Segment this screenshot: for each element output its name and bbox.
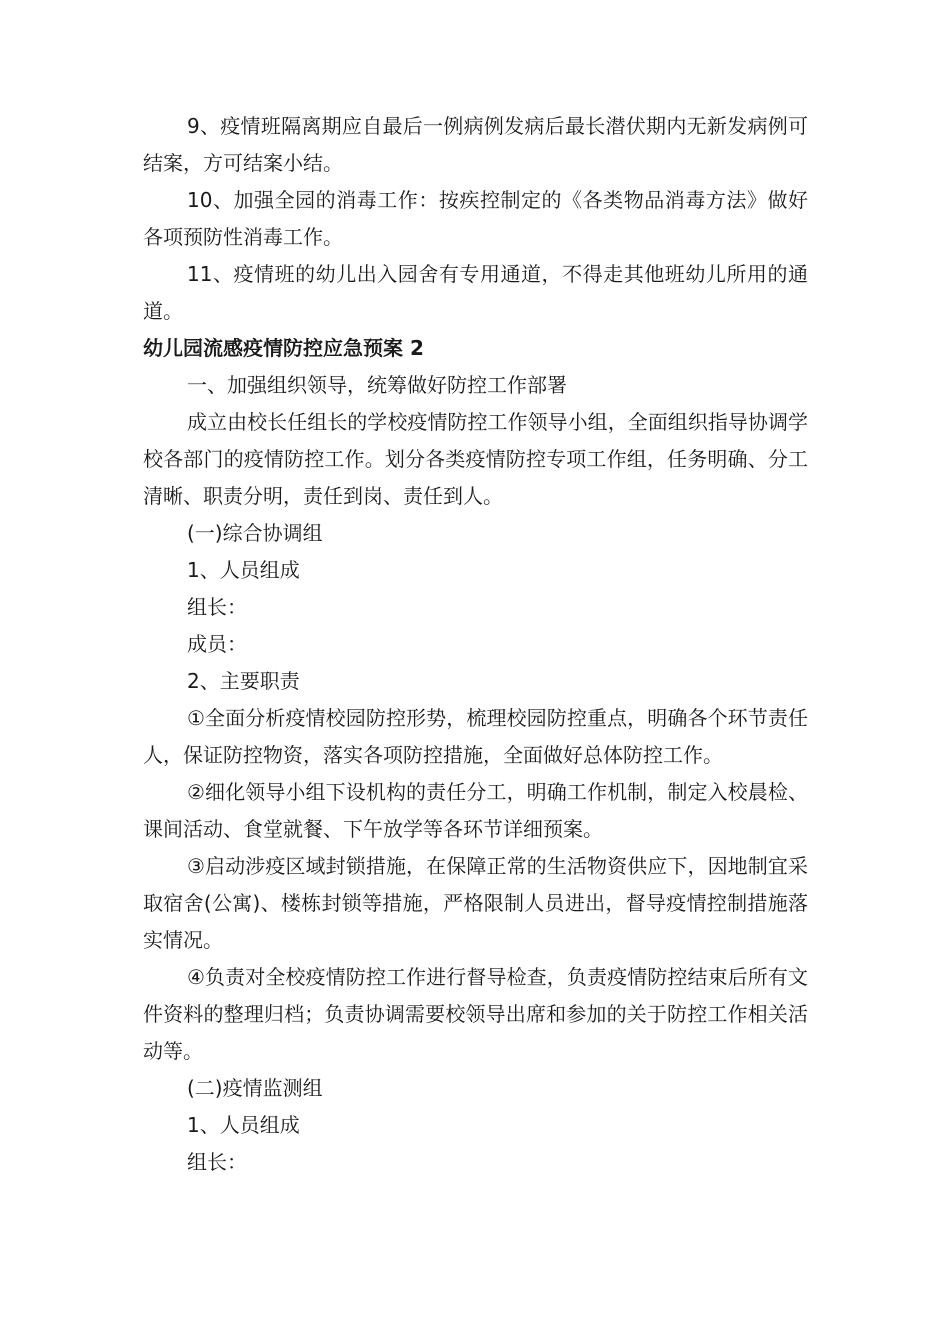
paragraph-leadership-group: 成立由校长任组长的学校疫情防控工作领导小组，全面组织指导协调学校各部门的疫情防控工作。划分各类疫情防控专项工作组，任务明确、分工清晰、职责分明，责任到岗、责任到人。	[143, 410, 808, 508]
paragraph-duties-heading: 2、主要职责	[187, 669, 300, 693]
paragraph-group-members: 成员：	[187, 632, 247, 656]
paragraph-group-2-title: (二)疫情监测组	[187, 1076, 323, 1100]
paragraph-group-1-title: (一)综合协调组	[187, 521, 323, 545]
paragraph-section-one-title: 一、加强组织领导，统筹做好防控工作部署	[187, 373, 567, 397]
paragraph-duty-3: ③启动涉疫区域封锁措施，在保障正常的生活物资供应下，因地制宜采取宿舍(公寓)、楼栋封锁等措施，严格限制人员进出，督导疫情控制措施落实情况。	[143, 854, 808, 952]
paragraph-personnel-heading-2: 1、人员组成	[187, 1113, 300, 1137]
paragraph-duty-4: ④负责对全校疫情防控工作进行督导检查，负责疫情防控结束后所有文件资料的整理归档；负责协调需要校领导出席和参加的关于防控工作相关活动等。	[143, 965, 808, 1063]
paragraph-personnel-heading: 1、人员组成	[187, 558, 300, 582]
paragraph-item-10: 10、加强全园的消毒工作：按疾控制定的《各类物品消毒方法》做好各项预防性消毒工作。	[143, 188, 808, 249]
paragraph-item-11: 11、疫情班的幼儿出入园舍有专用通道，不得走其他班幼儿所用的通道。	[143, 262, 808, 323]
paragraph-duty-2: ②细化领导小组下设机构的责任分工，明确工作机制，制定入校晨检、课间活动、食堂就餐、下午放学等各环节详细预案。	[143, 780, 808, 841]
section-heading: 幼儿园流感疫情防控应急预案 2	[143, 336, 424, 360]
paragraph-duty-1: ①全面分析疫情校园防控形势，梳理校园防控重点，明确各个环节责任人，保证防控物资，落实各项防控措施，全面做好总体防控工作。	[143, 706, 808, 767]
paragraph-group-leader: 组长：	[187, 595, 247, 619]
paragraph-group-leader-2: 组长：	[187, 1150, 247, 1174]
paragraph-item-9: 9、疫情班隔离期应自最后一例病例发病后最长潜伏期内无新发病例可结案，方可结案小结。	[143, 114, 808, 175]
document-body	[143, 108, 808, 1181]
